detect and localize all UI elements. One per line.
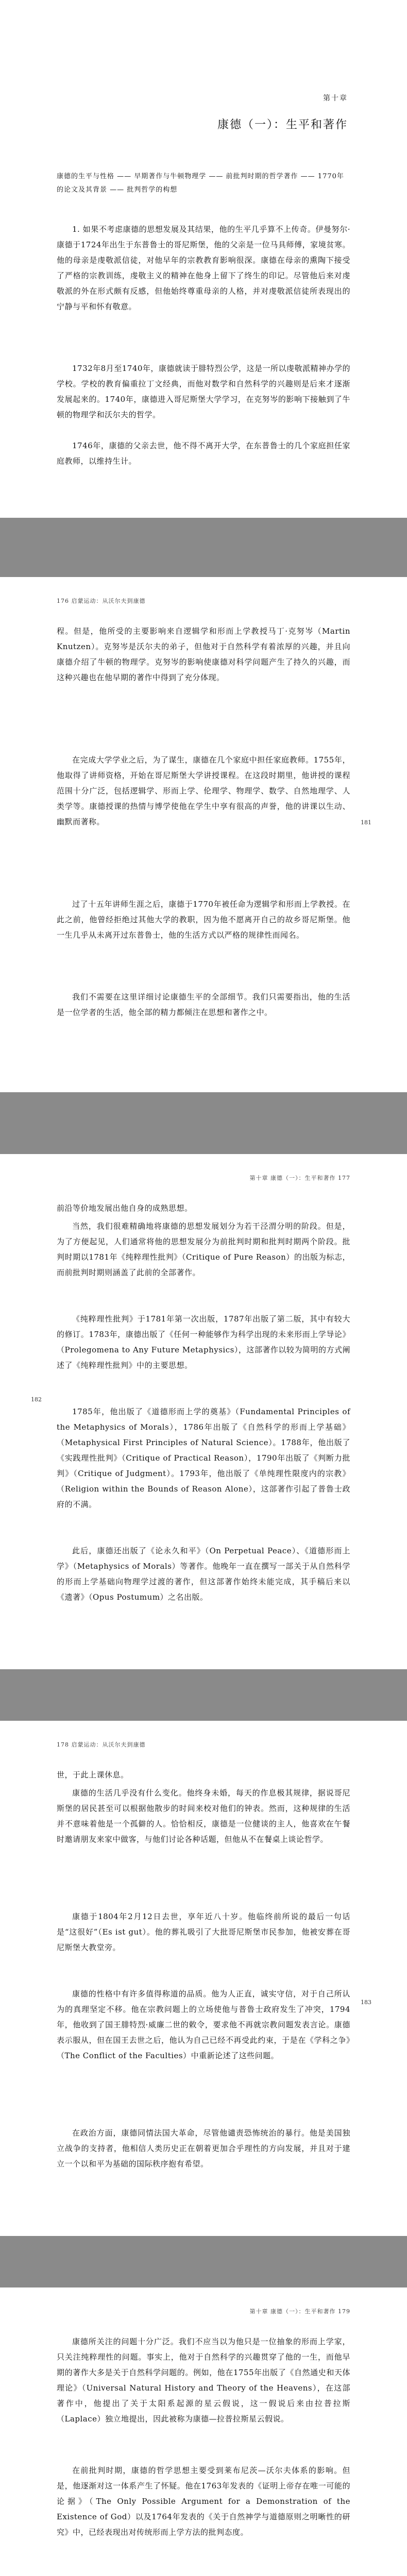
paragraph: 在完成大学学业之后，为了谋生，康德在几个家庭中担任家庭教师。1755年，他取得了讲师资格，开始在哥尼斯堡大学讲授课程。在这段时期里，他讲授的课程范围十分广泛，包括逻辑学、形而上学、伦理学、物理学、数学、自然地理学、人类学等。康德授课的热情与博学使他在学生中享有很高的声誉，他的讲课以生动、幽默而著称。 [57,755,350,826]
paragraph: 前沿等价地发展出他自身的成熟思想。 [57,1204,193,1213]
margin-page-number: 183 [361,1999,371,2006]
chapter-epigraph: 康德的生平与性格 —— 早期著作与牛顿物理学 —— 前批判时期的哲学著作 —— 1770年的论文及其背景 —— 批判哲学的构想 [57,173,344,194]
paragraph: 1746年，康德的父亲去世，他不得不离开大学，在东普鲁士的几个家庭担任家庭教师，以维持生计。 [57,441,350,466]
paragraph: 1732年8月至1740年，康德就读于腓特烈公学，这是一所以虔敬派精神办学的学校。学校的教育偏重拉丁文经典，而他对数学和自然科学的兴趣则是后来才逐渐发展起来的。1740年，康德进入哥尼斯堡大学学习，在克努岑的影响下接触到了牛顿的物理学和沃尔夫的哲学。 [57,364,350,419]
paragraph: 在政治方面，康德同情法国大革命，尽管他谴责恐怖统治的暴行。他是美国独立战争的支持者，他相信人类历史正在朝着更加合乎理性的方向发展，并且对于建立一个以和平为基础的国际秩序抱有希望。 [57,2128,350,2168]
paragraph: 康德的生活几乎没有什么变化。他终身未婚，每天的作息极其规律，据说哥尼斯堡的居民甚至可以根据他散步的时间来校对他们的钟表。然而，这种规律的生活并不意味着他是一个孤僻的人。恰恰相反，康德是一位健谈的主人，他喜欢在午餐时邀请朋友来家中做客，与他们讨论各种话题，但他从不在餐桌上谈论哲学。 [57,1788,350,1844]
paragraph: 我们不需要在这里详细讨论康德生平的全部细节。我们只需要指出，他的生活是一位学者的生活，他全部的精力都倾注在思想和著作之中。 [57,992,350,1017]
chapter-label: 第十章 [323,94,348,103]
paragraph: 在前批判时期，康德的哲学思想主要受到莱布尼茨—沃尔夫体系的影响。但是，他逐渐对这一体系产生了怀疑。他在1763年发表的《证明上帝存在唯一可能的论据》（The Only Possible Argument for a Demonstration of the Existence of God）以及1764年发表的《关于自然神学与道德原则之明晰性的研究》中，已经表现出对传统形而上学方法的批判态度。 [57,2466,350,2537]
margin-page-number: 182 [31,1396,42,1403]
running-head: 第十章 康德（一）：生平和著作 177 [249,1175,350,1181]
page-3 [0,1154,407,1669]
paragraph: 《纯粹理性批判》于1781年第一次出版，1787年出版了第二版，其中有较大的修订。1783年，康德出版了《任何一种能够作为科学出现的未来形而上学导论》（Prolegomena to Any Future Metaphysics），这部著作以较为简明的方式阐述了《纯粹理性批判》中的主要思想。 [57,1314,350,1370]
page-4 [0,1721,407,2236]
running-head: 176 启蒙运动：从沃尔夫到康德 [57,598,146,604]
paragraph: 1785年，他出版了《道德形而上学的奠基》（Fundamental Principles of the Metaphysics of Morals），1786年出版了《自然科学的形而上学基础》（Metaphysical First Principles of Natural Science）。1788年，他出版了《实践理性批判》（Critique of Practical Reason），1790年出版了《判断力批判》（Critique of Judgment）。1793年，他出版了《单纯理性限度内的宗教》（Religion within the Bounds of Reason Alone），这部著作引起了普鲁士政府的不满。 [57,1407,350,1509]
paragraph: 康德的性格中有许多值得称道的品质。他为人正直，诚实守信，对于自己所认为的真理坚定不移。他在宗教问题上的立场使他与普鲁士政府发生了冲突，1794年，他收到了国王腓特烈·威廉二世的敕令，要求他不再就宗教问题发表言论。康德表示服从，但在国王去世之后，他认为自己已经不再受此约束，于是在《学科之争》（The Conflict of the Faculties）中重新论述了这些问题。 [57,1989,350,2060]
page-5 [0,2287,407,2576]
page-2 [0,577,407,1092]
paragraph: 康德于1804年2月12日去世，享年近八十岁。他临终前所说的最后一句话是“这很好”（Es ist gut）。他的葬礼吸引了大批哥尼斯堡市民参加，他被安葬在哥尼斯堡大教堂旁。 [57,1912,350,1952]
running-head: 第十章 康德（一）：生平和著作 179 [249,2308,350,2315]
paragraph: 康德所关注的问题十分广泛。我们不应当以为他只是一位抽象的形而上学家，只关注纯粹理性的问题。事实上，他对于自然科学的兴趣贯穿了他的一生，而他早期的著作大多是关于自然科学问题的。例如，他在1755年出版了《自然通史和天体理论》（Universal Natural History and Theory of the Heavens），在这部著作中，他提出了关于太阳系起源的星云假说，这一假说后来由拉普拉斯（Laplace）独立地提出，因此被称为康德—拉普拉斯星云假说。 [57,2337,350,2424]
paragraph: 世，于此上课休息。 [57,1770,129,1780]
chapter-title: 康德（一）：生平和著作 [217,118,348,131]
paragraph: 此后，康德还出版了《论永久和平》（On Perpetual Peace）、《道德形而上学》（Metaphysics of Morals）等著作。他晚年一直在撰写一部关于从自然科学的形而上学基础向物理学过渡的著作，但这部著作始终未能完成，其手稿后来以《遗著》（Opus Postumum）之名出版。 [57,1546,350,1602]
page-1 [0,0,407,518]
paragraph: 过了十五年讲师生涯之后，康德于1770年被任命为逻辑学和形而上学教授。在此之前，他曾经拒绝过其他大学的教职，因为他不愿离开自己的故乡哥尼斯堡。他一生几乎从未离开过东普鲁士，他的生活方式以严格的规律性而闻名。 [57,900,350,940]
paragraph: 1. 如果不考虑康德的思想发展及其结果，他的生平几乎算不上传奇。伊曼努尔·康德于1724年出生于东普鲁士的哥尼斯堡，他的父亲是一位马具师傅，家境贫寒。他的母亲是虔敬派信徒，对他早年的宗教教育影响很深。康德在母亲的熏陶下接受了严格的宗教训练，虔敬主义的精神在他身上留下了终生的印记。尽管他后来对虔敬派的外在形式颇有反感，但他始终尊重母亲的人格，并对虔敬派信徒所表现出的宁静与平和怀有敬意。 [57,225,350,311]
margin-page-number: 181 [361,819,371,826]
paragraph: 当然，我们很难精确地将康德的思想发展划分为若干泾渭分明的阶段。但是，为了方便起见，人们通常将他的思想发展分为前批判时期和批判时期两个阶段。批判时期以1781年《纯粹理性批判》（Critique of Pure Reason）的出版为标志，而前批判时期则涵盖了此前的全部著作。 [57,1222,350,1277]
paragraph: 程。但是，他所受的主要影响来自逻辑学和形而上学教授马丁·克努岑（Martin Knutzen）。克努岑是沃尔夫的弟子，但他对于自然科学有着浓厚的兴趣，并且向康德介绍了牛顿的物理学。克努岑的影响使康德对科学问题产生了持久的兴趣，而这种兴趣也在他早期的著作中得到了充分体现。 [57,626,350,682]
running-head: 178 启蒙运动：从沃尔夫到康德 [57,1741,146,1748]
